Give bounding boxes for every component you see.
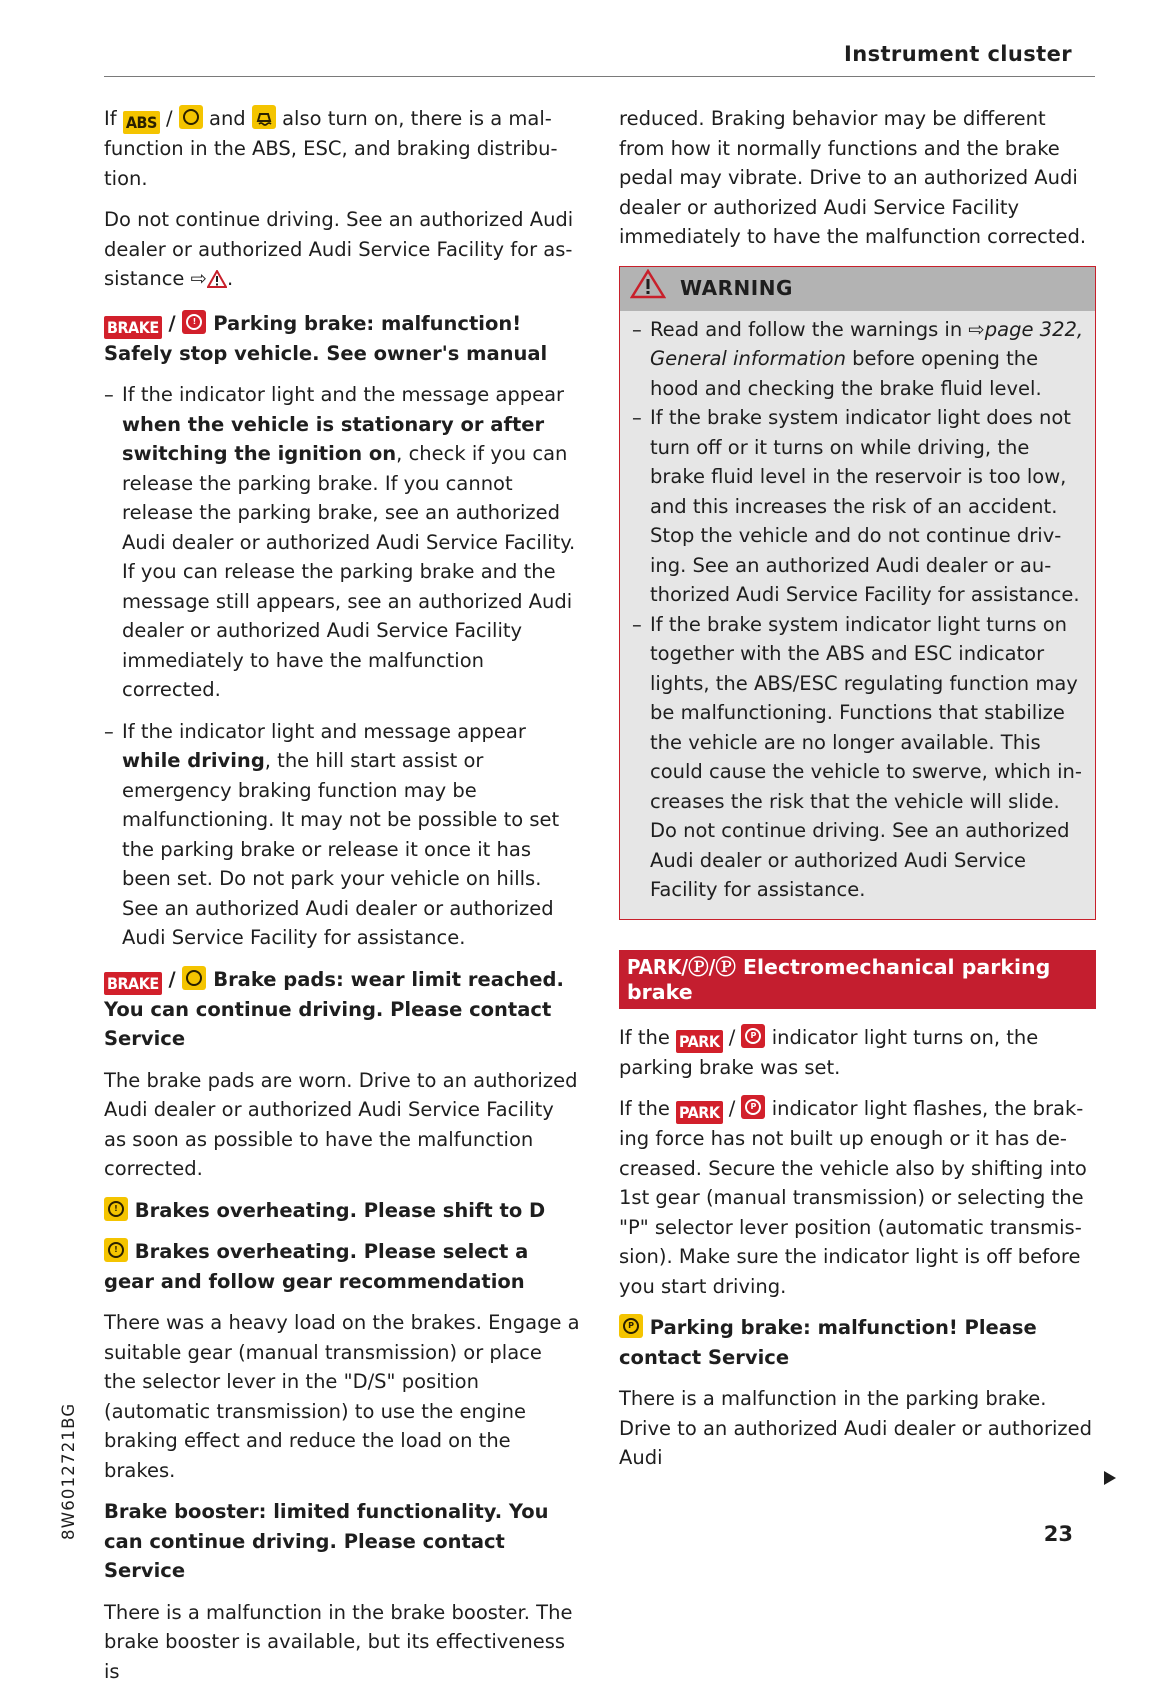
list-item: – If the brake system indicator light does not turn off or it turns on while driving, the brake fluid level in the reservoir is too low, and this increases the risk of an accident. Stop the vehicle and do not continue driving. See an authorized Audi dealer or authorized Audi Service Facility for assistance. [632,403,1085,610]
brake-overheat-indicator-icon: ! [104,1238,128,1262]
park-indicator-icon: PARK [676,1101,722,1124]
brake-booster-heading: Brake booster: limited functionality. You can continue driving. Please contact Service [104,1500,549,1582]
brake-pads-heading: BRAKE / Brake pads: wear limit reached. You can continue driving. Please contact Service [104,967,564,1050]
brakes-overheating-d-heading: ! Brakes overheating. Please shift to D [104,1196,580,1226]
continue-arrow-icon [1104,1471,1116,1485]
warning-body [620,311,1095,919]
abs-indicator-icon: ABS [123,111,160,134]
section-title: Electromechanical parking brake [627,954,1051,1004]
right-column [619,104,1096,1485]
list-item: – If the indicator light and message appear while driving, the hill start assist or emergency braking function may be malfunctioning. It may not be possible to set the parking brake or release it once it has been set. Do not park your vehicle on hills. See an authorized Audi dealer or authorized Audi Service Facility for assistance. [104,717,580,953]
parking-brake-contact-heading: P Parking brake: malfunction! Please contact Service [619,1316,1037,1369]
list-item: – If the brake system indicator light turns on together with the ABS and ESC indicator lights, the ABS/ESC regulating function may be malfunctioning. Functions that stabilize the vehicle are no longer available. This could cause the vehicle to swerve, which increases the risk that the vehicle will slide. Do not continue driving. See an authorized Audi dealer or authorized Audi Service Facility for assistance. [632,610,1085,905]
braking-behavior-paragraph: reduced. Braking behavior may be different from how it normally functions and the brake pedal may vibrate. Drive to an authorized Audi dealer or authorized Audi Service Facility immediately to have the malfunction corrected. [619,107,1087,248]
abs-malfunction-paragraph: If ABS / and also turn on, there is a malfunction in the ABS, ESC, and braking distribution. [104,107,558,190]
abs-circle-indicator-icon [179,105,203,129]
parking-brake-malfunction-heading: BRAKE / ! Parking brake: malfunction! Safely stop vehicle. See owner's manual [104,311,548,365]
do-not-continue-paragraph: Do not continue driving. See an authorized Audi dealer or authorized Audi Service Facility for assistance ⇨ . [104,205,580,297]
parking-brake-malfunction-indicator-icon: P [619,1314,643,1338]
parking-brake-malfunction-paragraph: There is a malfunction in the parking brake. Drive to an authorized Audi dealer or authorized Audi [619,1387,1093,1469]
arrow-icon: ⇨ [968,317,985,341]
park-indicator-icons: PARK/Ⓟ/Ⓟ [627,954,736,979]
park-circle-indicator-icon: P [741,1024,765,1048]
park-set-paragraph: If the PARK / P indicator light turns on, the parking brake was set. [619,1025,1039,1079]
page-reference-link[interactable]: page 322, General information [650,317,1084,370]
warning-triangle-icon [630,269,666,308]
warning-triangle-icon [207,267,227,297]
list-item: – If the indicator light and the message appear when the vehicle is stationary or after switching the ignition on, check if you can release the parking brake. If you cannot release the parking brake, see an authorized Audi dealer or authorized Audi Service Facility. If you can release the parking brake and the message still appears, see an authorized Audi dealer or authorized Audi Service Facility immediately to have the malfunction corrected. [104,380,580,705]
brake-indicator-icon: BRAKE [104,972,162,995]
warning-box [619,266,1096,920]
warning-list [632,315,1085,905]
header-rule [104,76,1095,77]
parking-brake-list [104,380,580,953]
arrow-icon: ⇨ [190,267,207,290]
park-indicator-icon: PARK [676,1030,722,1053]
brake-indicator-icon: BRAKE [104,316,162,339]
running-header: Instrument cluster [844,42,1072,66]
park-flash-paragraph: If the PARK / P indicator light flashes, the braking force has not built up enough or it has decreased. Secure the vehicle also by shifting into 1st gear (manual transmission) or selecting the "P" selector lever position (automatic transmission). Make sure the indicator light is off before you start driving. [619,1097,1087,1298]
warning-title: WARNING [680,275,793,300]
page-number: 23 [1043,1522,1073,1546]
brake-pad-indicator-icon [182,966,206,990]
brake-booster-paragraph: There is a malfunction in the brake booster. The brake booster is available, but its effectiveness is [104,1600,573,1683]
warning-header [620,267,1095,311]
park-circle-indicator-icon: P [741,1095,765,1119]
brakes-overheating-gear-heading: ! Brakes overheating. Please select a gear and follow gear recommendation [104,1240,529,1293]
document-code: 8W6012721BG [59,1402,78,1540]
brake-overheat-indicator-icon: ! [104,1197,128,1221]
left-column [104,104,580,1698]
parking-brake-section-banner [619,950,1096,1009]
brake-pads-paragraph: The brake pads are worn. Drive to an authorized Audi dealer or authorized Audi Service Facility as soon as possible to have the malfunction corrected. [104,1068,578,1180]
esc-indicator-icon [252,105,276,129]
list-item: – Read and follow the warnings in ⇨page 322, General information before opening the hood and checking the brake fluid level. [632,315,1085,404]
brake-circle-indicator-icon: ! [182,310,206,334]
heavy-load-paragraph: There was a heavy load on the brakes. Engage a suitable gear (manual transmission) or place the selector lever in the "D/S" position (automatic transmission) to use the engine braking effect and reduce the load on the brakes. [104,1311,580,1482]
